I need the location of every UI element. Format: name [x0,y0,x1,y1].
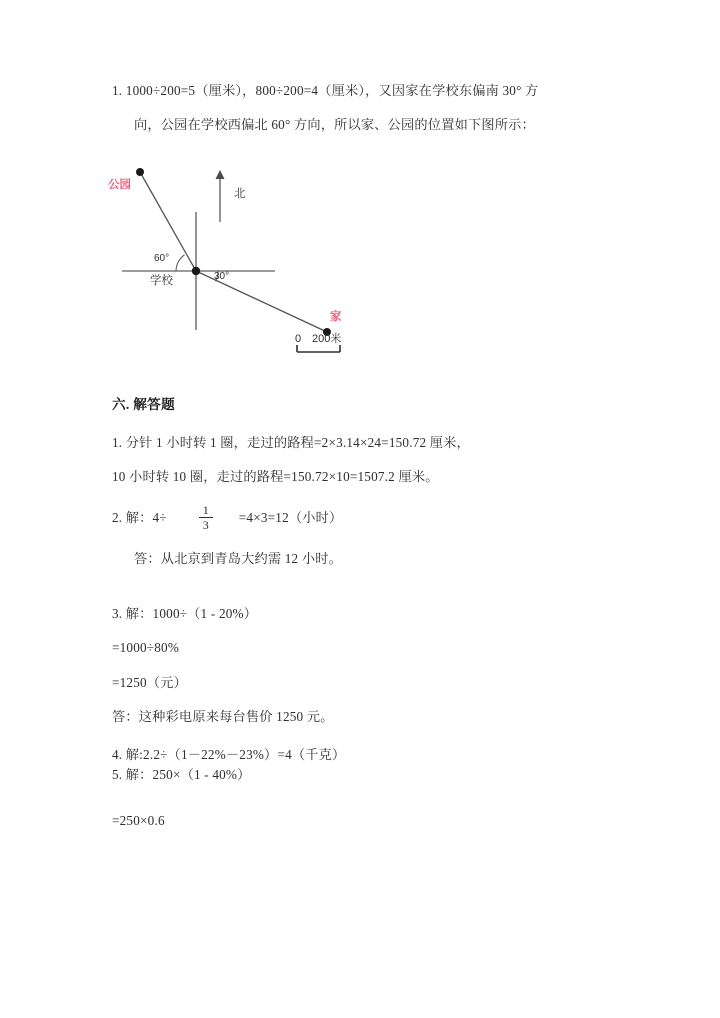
point-park [136,168,144,176]
answer-item-5-line-2: =250×0.6 [112,813,165,829]
section-six [112,398,612,828]
point-school [192,267,200,275]
diagram-angle-label-east: 30° [214,271,230,282]
diagram-label-home: 家 [330,311,342,323]
answer-item-4-line-1: 4. 解:2.2÷（1－22%－23%）=4（千克） [112,747,346,763]
fraction-one-third [199,504,213,531]
solution-note-line-2: 向，公园在学校西偏北 60° 方向，所以家、公园的位置如下图所示： [134,117,535,133]
fraction-denominator: 3 [202,518,209,532]
diagram-scale-zero: 0 [295,333,302,345]
direction-diagram [108,160,398,370]
answer-item-2-line-1 [112,504,612,531]
answer-item-2-answer: 答：从北京到青岛大约需 12 小时。 [134,551,343,566]
angle-arc-60 [176,255,185,271]
answer-item-3-line-2: =1000÷80% [112,640,180,656]
answer-item-5-line-1: 5. 解：250×（1 - 40%） [112,767,251,783]
answer-item-3-answer: 答：这种彩电原来每台售价 1250 元。 [112,708,334,724]
fraction-numerator: 1 [202,503,209,517]
diagram-scale-value: 200米 [312,333,342,345]
document-content [112,84,612,152]
diagram-label-park: 公园 [108,179,131,191]
answer-item-3-line-1: 3. 解：1000÷（1 - 20%） [112,606,258,622]
solution-note-line-1: 1. 1000÷200=5（厘米），800÷200=4（厘米），又因家在学校东偏南 30° 方 [112,83,539,98]
north-arrow-head [216,170,225,179]
diagram-label-school: 学校 [150,275,173,287]
section-heading: 六. 解答题 [112,397,175,412]
diagram-angle-label-west: 60° [154,253,170,264]
answer-item-1-line-1: 1. 分针 1 小时转 1 圈，走过的路程=2×3.14×24=150.72 厘米， [112,434,470,450]
answer-item-3-line-3: =1250（元） [112,674,187,690]
answer-item-1-line-2: 10 小时转 10 圈，走过的路程=150.72×10=1507.2 厘米。 [112,468,439,484]
answer-item-2-prefix: 2. 解：4÷ [112,509,167,525]
diagram-label-north: 北 [234,188,246,200]
answer-item-2-suffix: =4×3=12（小时） [238,509,343,525]
diagram-svg [108,160,398,370]
